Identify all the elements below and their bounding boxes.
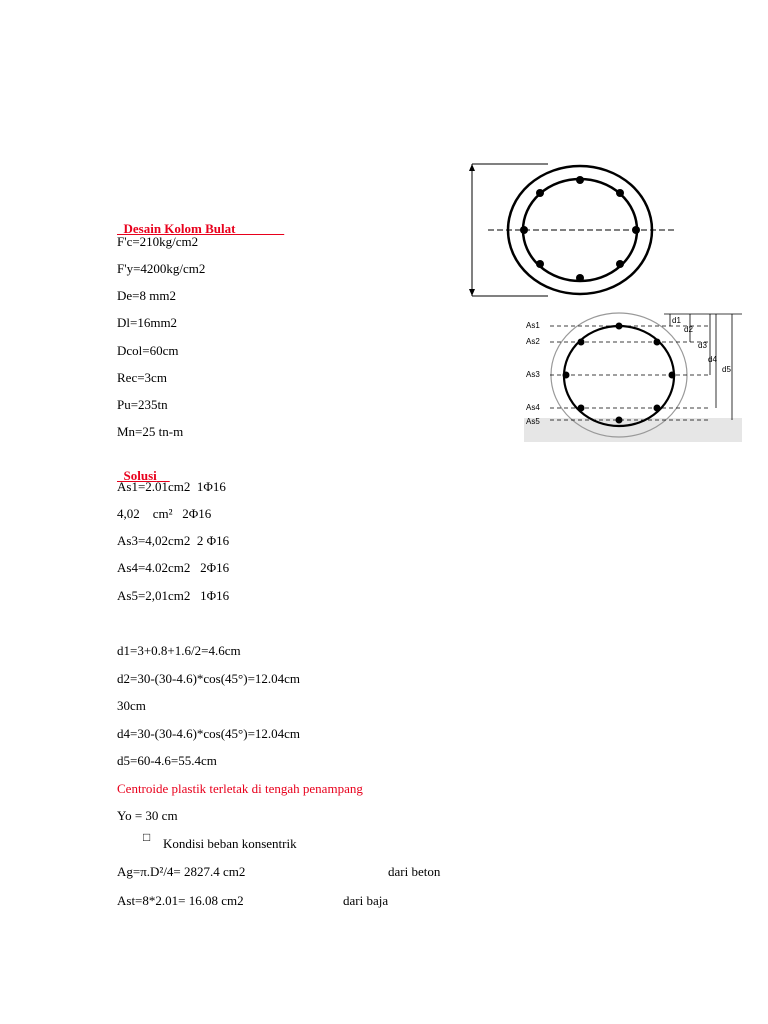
label-as5: As5 — [526, 417, 540, 426]
area-as2: 4,02 cm² 2Φ16 — [117, 506, 212, 521]
layers-svg — [524, 308, 742, 442]
label-as1: As1 — [526, 321, 540, 330]
param-mn: Mn=25 tn-m — [117, 424, 184, 439]
label-as3: As3 — [526, 370, 540, 379]
area-as3: As3=4,02cm2 2 Φ16 — [117, 533, 230, 548]
ag-formula: Ag=π.D²/4= 2827.4 cm2 — [117, 864, 246, 879]
label-d2: d2 — [684, 325, 693, 334]
reinforcement-layers-figure — [524, 308, 742, 442]
area-as4: As4=4.02cm2 2Φ16 — [117, 560, 230, 575]
distance-d4: d4=30-(30-4.6)*cos(45°)=12.04cm — [117, 726, 301, 741]
param-fy: F'y=4200kg/cm2 — [117, 261, 206, 276]
param-de: De=8 mm2 — [117, 288, 176, 303]
title-underline-spacer — [235, 221, 284, 236]
param-dl: Dl=16mm2 — [117, 315, 178, 330]
distance-d5: d5=60-4.6=55.4cm — [117, 753, 217, 768]
distance-d1: d1=3+0.8+1.6/2=4.6cm — [117, 643, 241, 658]
area-as5: As5=2,01cm2 1Φ16 — [117, 588, 230, 603]
ag-note: dari beton — [388, 864, 441, 879]
label-d4: d4 — [708, 355, 717, 364]
page-title — [117, 205, 284, 237]
kondisi-text: Kondisi beban konsentrik — [163, 836, 297, 851]
centroid-heading: Centroide plastik terletak di tengah penampang — [117, 781, 363, 796]
title-text: Desain Kolom Bulat — [123, 221, 236, 236]
column-section-svg — [468, 160, 688, 300]
label-d5: d5 — [722, 365, 731, 374]
distance-d3: 30cm — [117, 698, 146, 713]
yo-value: Yo = 30 cm — [117, 808, 178, 823]
ast-note: dari baja — [343, 893, 389, 908]
label-as4: As4 — [526, 403, 540, 412]
param-fc: F'c=210kg/cm2 — [117, 234, 199, 249]
param-rec: Rec=3cm — [117, 370, 167, 385]
label-d1: d1 — [672, 316, 681, 325]
label-d3: d3 — [698, 341, 707, 350]
solusi-text: Solusi — [123, 468, 157, 483]
ast-formula: Ast=8*2.01= 16.08 cm2 — [117, 893, 244, 908]
bullet-icon: □ — [143, 830, 151, 844]
label-as2: As2 — [526, 337, 540, 346]
area-as1: As1=2.01cm2 1Φ16 — [117, 479, 226, 494]
param-pu: Pu=235tn — [117, 397, 168, 412]
distance-d2: d2=30-(30-4.6)*cos(45°)=12.04cm — [117, 671, 301, 686]
column-section-figure — [468, 160, 688, 300]
param-dcol: Dcol=60cm — [117, 343, 179, 358]
